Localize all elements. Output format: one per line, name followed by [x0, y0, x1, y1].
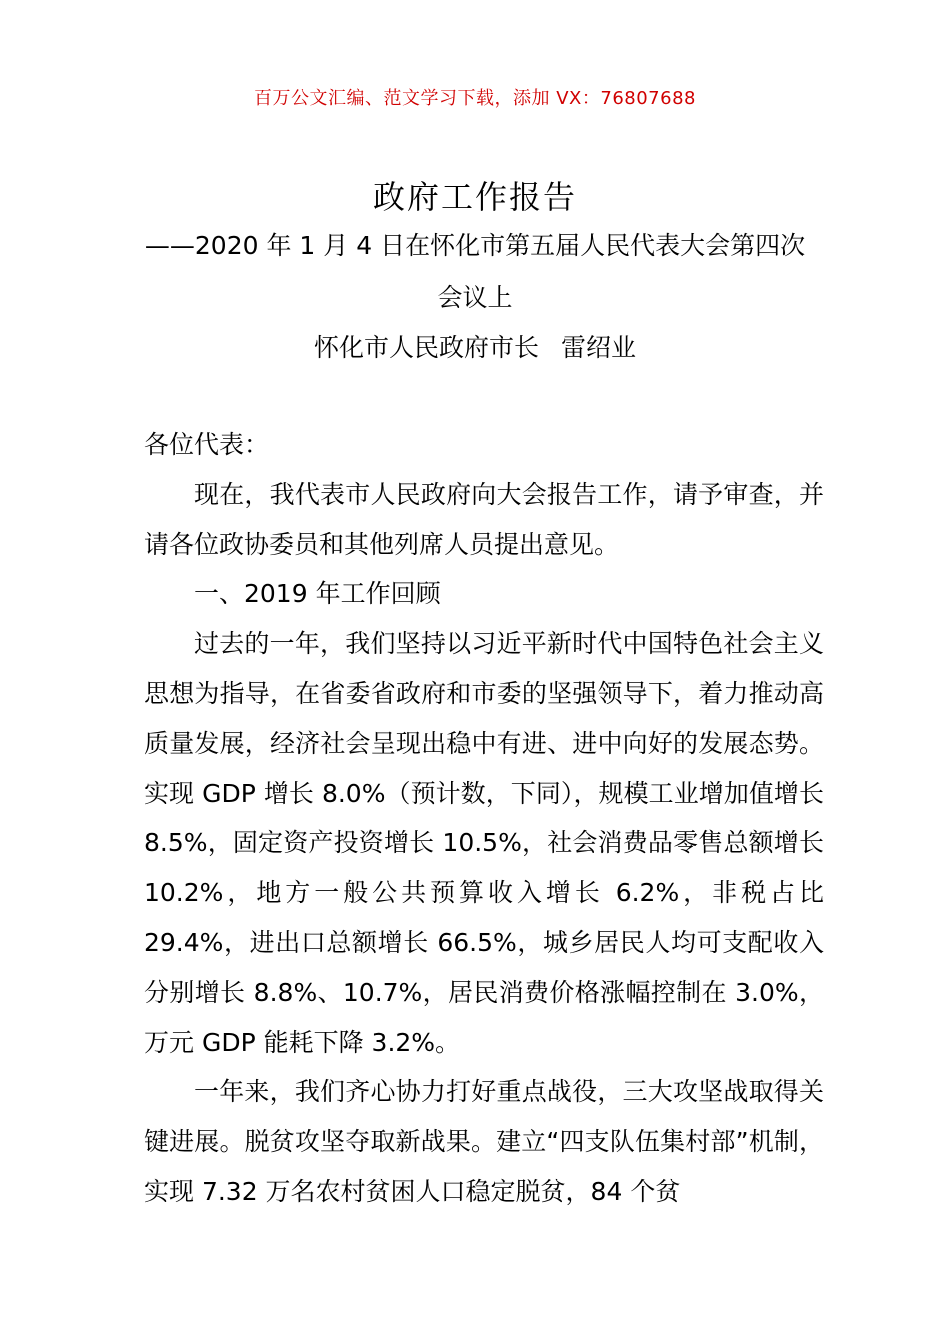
- paragraph-economic-overview: 过去的一年，我们坚持以习近平新时代中国特色社会主义思想为指导，在省委省政府和市委的坚强领导下，着力推动高质量发展，经济社会呈现出稳中有进、进中向好的发展态势。实现 GDP 增长 8.0%（预计数，下同），规模工业增加值增长 8.5%，固定资产投资增长 10.5%，社会消费品零售总额增长 10.2%，地方一般公共预算收入增长 6.2%，非税占比 29.4%，进出口总额增长 66.5%，城乡居民人均可支配收入分别增长 8.8%、10.7%，居民消费价格涨幅控制在 3.0%，万元 GDP 能耗下降 3.2%。: [144, 629, 824, 1057]
- salutation: 各位代表：: [144, 430, 270, 459]
- document-body: [144, 420, 824, 1217]
- document-subtitle-line1: ——2020 年 1 月 4 日在怀化市第五届人民代表大会第四次: [144, 231, 806, 260]
- author-name: 雷绍业: [561, 333, 637, 362]
- author-line: [0, 328, 950, 364]
- section-heading-review: 一、2019 年工作回顾: [194, 579, 441, 609]
- author-title: 怀化市人民政府市长: [313, 333, 539, 362]
- paragraph-opening: 现在，我代表市人民政府向大会报告工作，请予审查，并请各位政协委员和其他列席人员提出意见。: [144, 479, 824, 559]
- document-subtitle-line2: 会议上: [437, 283, 513, 312]
- paragraph-key-battles: 一年来，我们齐心协力打好重点战役，三大攻坚战取得关键进展。脱贫攻坚夺取新战果。建立“四支队伍集村部”机制，实现 7.32 万名农村贫困人口稳定脱贫，84 个贫: [144, 1077, 824, 1206]
- document-title: 政府工作报告: [372, 178, 577, 216]
- download-notice: 百万公文汇编、范文学习下载，添加 VX：76807688: [254, 88, 696, 109]
